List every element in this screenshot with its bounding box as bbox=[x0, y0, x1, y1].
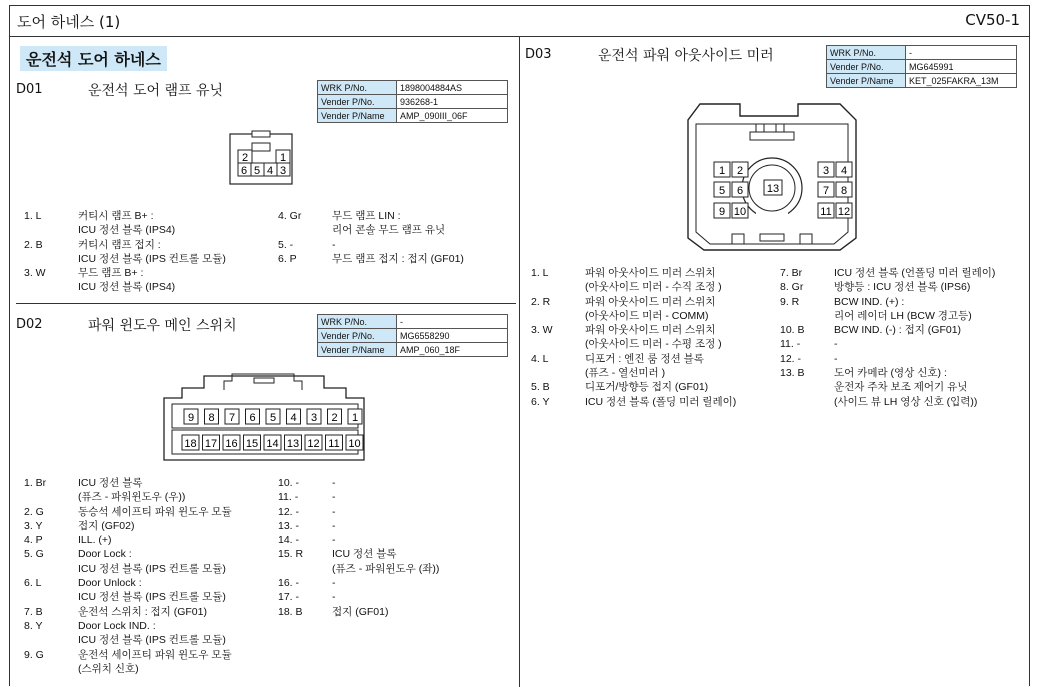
pin-entry bbox=[278, 605, 514, 619]
info-key: Vender P/Name bbox=[827, 74, 906, 88]
section-heading: 운전석 도어 하네스 bbox=[20, 46, 167, 71]
pin-entry bbox=[278, 547, 514, 576]
pin-number: 5. B bbox=[531, 381, 550, 394]
pin-description: 무드 램프 B+ : ICU 정션 블록 (IPS4) bbox=[78, 267, 176, 294]
info-value: MG6558290 bbox=[397, 329, 508, 343]
d01-pins-left bbox=[24, 209, 274, 295]
cavity-label: 3 bbox=[822, 165, 830, 177]
info-value: AMP_060_18F bbox=[397, 343, 508, 357]
pin-number: 5. - bbox=[278, 238, 294, 251]
info-key: Vender P/Name bbox=[318, 109, 397, 123]
pin-entry bbox=[531, 266, 781, 295]
cavity-label: 4 bbox=[840, 165, 848, 177]
column-divider bbox=[519, 37, 520, 687]
pin-entry bbox=[278, 519, 514, 533]
pin-number: 2. G bbox=[24, 505, 44, 518]
cavity-label: 8 bbox=[208, 412, 215, 424]
pin-entry bbox=[531, 380, 781, 394]
cavity-label: 9 bbox=[718, 206, 726, 218]
pin-description: ILL. (+) bbox=[78, 534, 112, 547]
d02-title: 파워 윈도우 메인 스위치 bbox=[88, 318, 237, 334]
pin-number: 8. Y bbox=[24, 619, 43, 632]
info-value: AMP_090III_06F bbox=[397, 109, 508, 123]
pin-description: 무드 램프 LIN : 리어 콘솔 무드 램프 유닛 bbox=[332, 210, 446, 237]
pin-entry bbox=[531, 323, 781, 352]
pin-description: 운전석 세이프티 파워 윈도우 모듈 (스위치 신호) bbox=[78, 648, 232, 675]
info-key: Vender P/No. bbox=[318, 329, 397, 343]
pin-entry bbox=[531, 395, 781, 409]
cavity-label: 1 bbox=[280, 152, 287, 164]
pin-description: 디포거/방향등 접지 (GF01) bbox=[585, 381, 709, 394]
info-value: - bbox=[906, 46, 1017, 60]
pin-number: 8. Gr bbox=[780, 281, 804, 294]
pin-entry bbox=[24, 238, 274, 267]
pin-number: 18. B bbox=[278, 605, 303, 618]
pin-description: - bbox=[834, 338, 838, 351]
pin-entry bbox=[24, 505, 274, 519]
pin-description: - bbox=[332, 238, 336, 251]
pin-description: Door Lock IND. : ICU 정션 블록 (IPS 컨트롤 모듈) bbox=[78, 619, 226, 647]
pin-number: 4. Gr bbox=[278, 210, 302, 222]
pin-entry bbox=[780, 266, 1026, 280]
pin-entry bbox=[24, 533, 274, 547]
info-key: WRK P/No. bbox=[827, 46, 906, 60]
pin-description: 커티시 램프 접지 : ICU 정션 블록 (IPS 컨트롤 모듈) bbox=[78, 238, 226, 265]
pin-description: - bbox=[332, 491, 336, 504]
pin-entry bbox=[24, 476, 274, 505]
cavity-label: 8 bbox=[840, 185, 848, 197]
pin-description: 커티시 램프 B+ : ICU 정션 블록 (IPS4) bbox=[78, 210, 176, 237]
pin-description: 동승석 세이프티 파워 윈도우 모듈 bbox=[78, 505, 232, 518]
pin-description: 파워 아웃사이드 미러 스위치 (아웃사이드 미러 - 수직 조정 ) bbox=[585, 267, 722, 294]
pin-number: 12. - bbox=[278, 505, 300, 518]
cavity-label: 13 bbox=[286, 438, 300, 450]
page-frame bbox=[9, 5, 1030, 686]
cavity-label: 11 bbox=[328, 438, 340, 450]
pin-description: 디포거 : 엔진 룸 정션 블록 (퓨즈 - 열선미러 ) bbox=[585, 352, 704, 380]
d03-connector-diagram bbox=[680, 96, 866, 254]
d01-connector-diagram bbox=[228, 130, 294, 188]
pin-number: 4. P bbox=[24, 534, 43, 547]
info-key: WRK P/No. bbox=[318, 315, 397, 329]
pin-entry bbox=[24, 547, 274, 576]
pin-entry bbox=[278, 576, 514, 590]
pin-entry bbox=[278, 505, 514, 519]
pin-description: 접지 (GF01) bbox=[332, 605, 389, 618]
pin-description: - bbox=[834, 352, 838, 365]
pin-entry bbox=[24, 209, 274, 238]
cavity-label: 17 bbox=[204, 438, 218, 450]
pin-number: 4. L bbox=[531, 352, 549, 365]
d01-pins-right bbox=[278, 209, 514, 266]
cavity-label: 4 bbox=[290, 412, 297, 424]
pin-number: 3. W bbox=[531, 324, 553, 337]
cavity-label: 4 bbox=[267, 165, 274, 177]
cavity-label: 5 bbox=[718, 185, 726, 197]
pin-description: 방향등 : ICU 정션 블록 (IPS6) bbox=[834, 281, 971, 294]
pin-number: 7. B bbox=[24, 605, 43, 618]
page-title: 도어 하네스 (1) bbox=[17, 13, 121, 31]
pin-number: 10. B bbox=[780, 324, 805, 337]
info-value: - bbox=[397, 315, 508, 329]
pin-entry bbox=[278, 590, 514, 604]
d01-info-table bbox=[317, 80, 508, 123]
pin-number: 13. B bbox=[780, 367, 805, 380]
pin-number: 17. - bbox=[278, 591, 300, 604]
pin-description: ICU 정션 블록 (언폴딩 미러 릴레이) bbox=[834, 267, 996, 279]
info-value: KET_025FAKRA_13M bbox=[906, 74, 1017, 88]
info-key: Vender P/Name bbox=[318, 343, 397, 357]
pin-description: 파워 아웃사이드 미러 스위치 (아웃사이드 미러 - COMM) bbox=[585, 295, 716, 322]
cavity-label: 10 bbox=[733, 206, 747, 218]
pin-description: - bbox=[332, 534, 336, 547]
info-value: MG645991 bbox=[906, 60, 1017, 74]
pin-entry bbox=[278, 252, 514, 266]
cavity-label: 3 bbox=[280, 165, 287, 177]
pin-entry bbox=[780, 337, 1026, 351]
pin-entry bbox=[278, 238, 514, 252]
pin-description: 파워 아웃사이드 미러 스위치 (아웃사이드 미러 - 수평 조정 ) bbox=[585, 324, 722, 351]
cavity-label: 11 bbox=[820, 206, 832, 218]
pin-description: BCW IND. (-) : 접지 (GF01) bbox=[834, 324, 962, 337]
cavity-label: 15 bbox=[245, 438, 259, 450]
pin-entry bbox=[278, 533, 514, 547]
page-header bbox=[10, 6, 1029, 37]
pin-description: - bbox=[332, 519, 336, 532]
pin-description: - bbox=[332, 577, 336, 590]
pin-number: 6. Y bbox=[531, 395, 550, 408]
pin-number: 12. - bbox=[780, 352, 802, 365]
cavity-label: 5 bbox=[269, 412, 277, 424]
cavity-label: 5 bbox=[254, 165, 261, 177]
d02-pins-left bbox=[24, 476, 274, 676]
d03-info-table bbox=[826, 45, 1017, 88]
d02-code: D02 bbox=[16, 317, 43, 332]
pin-entry bbox=[780, 323, 1026, 337]
pin-entry bbox=[24, 605, 274, 619]
pin-entry bbox=[24, 648, 274, 677]
pin-number: 3. W bbox=[24, 267, 46, 280]
pin-number: 13. - bbox=[278, 519, 300, 532]
pin-entry bbox=[531, 352, 781, 381]
cavity-label: 12 bbox=[307, 438, 320, 450]
pin-number: 1. L bbox=[24, 210, 42, 222]
d01-title: 운전석 도어 램프 유닛 bbox=[88, 83, 224, 99]
cavity-label: 1 bbox=[718, 165, 726, 177]
pin-entry bbox=[278, 209, 514, 238]
cavity-label: 16 bbox=[225, 438, 238, 450]
cavity-label: 1 bbox=[351, 412, 359, 424]
pin-number: 11. - bbox=[278, 491, 299, 504]
cavity-label: 6 bbox=[249, 412, 256, 424]
d03-pins-left bbox=[531, 266, 781, 409]
cavity-label: 6 bbox=[736, 185, 744, 197]
pin-number: 1. Br bbox=[24, 477, 47, 489]
cavity-label: 2 bbox=[736, 165, 744, 177]
pin-entry bbox=[780, 352, 1026, 366]
pin-description: - bbox=[332, 591, 336, 604]
pin-description: ICU 정션 블록 (퓨즈 - 파워윈도우 (우)) bbox=[78, 477, 186, 504]
pin-entry bbox=[24, 576, 274, 605]
pin-number: 9. G bbox=[24, 648, 44, 661]
pin-description: - bbox=[332, 505, 336, 518]
pin-description: BCW IND. (+) : 리어 레이더 LH (BCW 경고등) bbox=[834, 295, 972, 322]
section-divider bbox=[16, 303, 516, 304]
pin-entry bbox=[780, 366, 1026, 409]
pin-description: ICU 정션 블록 (폴딩 미러 릴레이) bbox=[585, 395, 737, 408]
pin-description: ICU 정션 블록 (퓨즈 - 파워윈도우 (좌)) bbox=[332, 548, 440, 575]
pin-number: 1. L bbox=[531, 267, 549, 279]
pin-description: 접지 (GF02) bbox=[78, 519, 135, 532]
cavity-label: 2 bbox=[331, 412, 338, 424]
pin-description: - bbox=[332, 477, 336, 489]
pin-number: 2. B bbox=[24, 238, 43, 251]
pin-entry bbox=[24, 519, 274, 533]
info-value: 1898004884AS bbox=[397, 81, 508, 95]
cavity-label: 3 bbox=[310, 412, 318, 424]
pin-number: 5. G bbox=[24, 548, 44, 561]
pin-number: 14. - bbox=[278, 534, 300, 547]
cavity-label: 14 bbox=[266, 438, 279, 450]
d02-pins-right bbox=[278, 476, 514, 619]
cavity-label: 7 bbox=[228, 412, 236, 424]
d03-pins-right bbox=[780, 266, 1026, 409]
info-key: Vender P/No. bbox=[827, 60, 906, 74]
pin-number: 16. - bbox=[278, 577, 300, 590]
d01-code: D01 bbox=[16, 82, 43, 97]
d03-code: D03 bbox=[525, 47, 552, 62]
pin-number: 6. P bbox=[278, 252, 297, 265]
pin-number: 15. R bbox=[278, 548, 304, 561]
cavity-label: 18 bbox=[184, 438, 197, 450]
cavity-label: 2 bbox=[242, 152, 249, 164]
page-code: CV50-1 bbox=[965, 11, 1020, 29]
pin-entry bbox=[24, 619, 274, 648]
pin-number: 10. - bbox=[278, 477, 300, 489]
pin-number: 9. R bbox=[780, 295, 800, 308]
pin-description: 무드 램프 접지 : 접지 (GF01) bbox=[332, 252, 464, 265]
cavity-label: 12 bbox=[837, 206, 851, 218]
d02-connector-diagram bbox=[160, 368, 370, 464]
info-value: 936268-1 bbox=[397, 95, 508, 109]
cavity-label: 10 bbox=[348, 438, 361, 450]
cavity-label: 6 bbox=[241, 165, 248, 177]
pin-number: 7. Br bbox=[780, 267, 803, 279]
pin-description: 운전석 스위치 : 접지 (GF01) bbox=[78, 605, 207, 618]
pin-number: 3. Y bbox=[24, 519, 43, 532]
pin-description: 도어 카메라 (영상 신호) : 운전자 주차 보조 제어기 유닛 (사이드 뷰 LH 영상 신호 (입력)) bbox=[834, 367, 978, 408]
d02-info-table bbox=[317, 314, 508, 357]
info-key: WRK P/No. bbox=[318, 81, 397, 95]
pin-entry bbox=[780, 280, 1026, 294]
pin-entry bbox=[24, 266, 274, 295]
pin-entry bbox=[531, 295, 781, 324]
pin-number: 2. R bbox=[531, 295, 551, 308]
cavity-label: 9 bbox=[187, 412, 195, 424]
info-key: Vender P/No. bbox=[318, 95, 397, 109]
cavity-label: 7 bbox=[822, 185, 830, 197]
pin-description: Door Unlock : ICU 정션 블록 (IPS 컨트롤 모듈) bbox=[78, 577, 226, 604]
pin-entry bbox=[780, 295, 1026, 324]
d03-title: 운전석 파워 아웃사이드 미러 bbox=[598, 48, 774, 64]
pin-entry bbox=[278, 476, 514, 490]
pin-description: Door Lock : ICU 정션 블록 (IPS 컨트롤 모듈) bbox=[78, 548, 226, 575]
pin-number: 6. L bbox=[24, 577, 42, 590]
cavity-label: 13 bbox=[766, 183, 780, 195]
pin-number: 11. - bbox=[780, 338, 801, 351]
pin-entry bbox=[278, 490, 514, 504]
